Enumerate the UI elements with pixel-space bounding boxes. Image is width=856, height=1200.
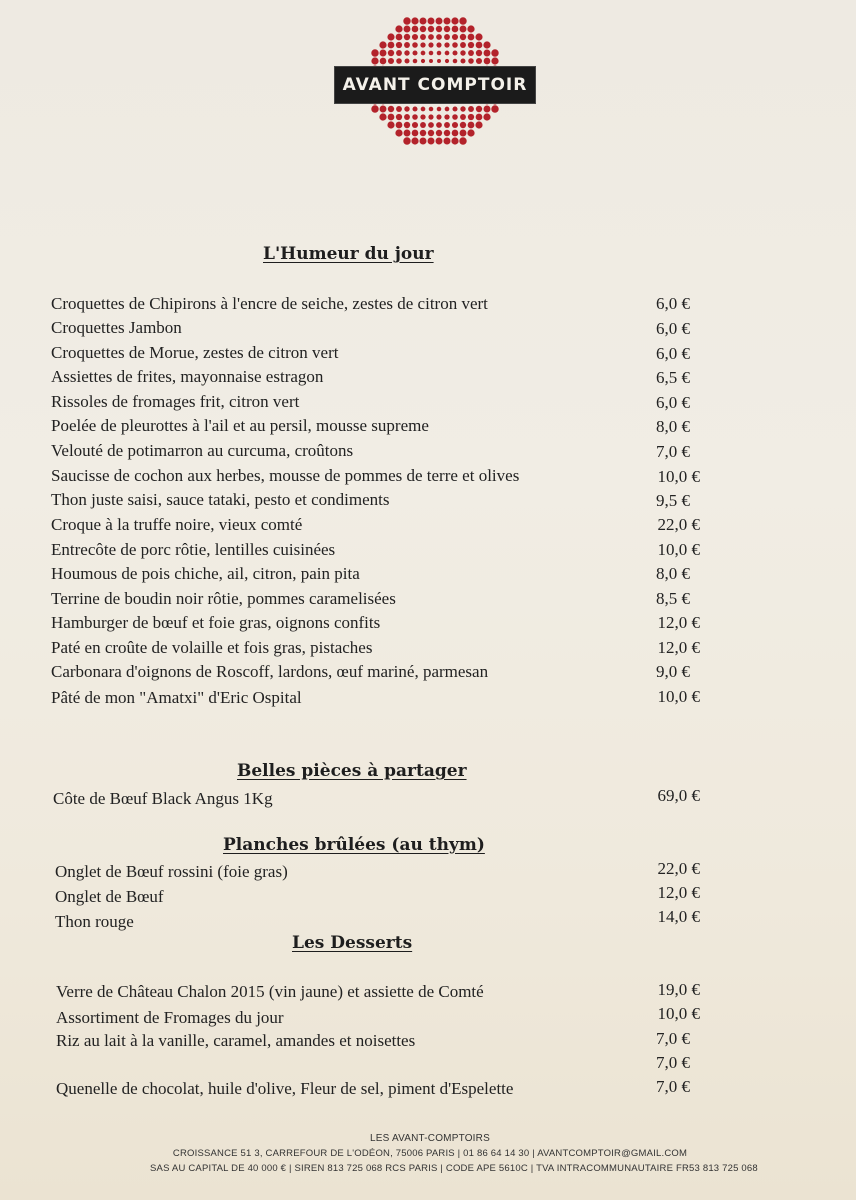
- logo-dot: [443, 137, 450, 144]
- logo-dot: [396, 58, 402, 64]
- logo-dot: [484, 58, 491, 65]
- menu-item-label: Saucisse de cochon aux herbes, mousse de pommes de terre et olives: [51, 466, 520, 485]
- logo-dot: [412, 130, 419, 137]
- logo-dot: [388, 114, 395, 121]
- logo-dot: [404, 26, 411, 33]
- logo-dot: [404, 42, 410, 48]
- logo-dot: [453, 59, 458, 64]
- logo-dot: [412, 34, 418, 40]
- logo-dot: [420, 26, 426, 32]
- logo-dot: [460, 42, 466, 48]
- menu-item-price: 7,0 €: [656, 1029, 690, 1048]
- menu-item-label: Carbonara d'oignons de Roscoff, lardons, œuf mariné, parmesan: [51, 662, 489, 681]
- logo-dot: [436, 34, 442, 40]
- logo-dot: [404, 34, 410, 40]
- menu-item-price: 12,0 €: [657, 613, 700, 632]
- menu-item-price: 10,0 €: [657, 540, 700, 559]
- logo-dot: [412, 122, 418, 128]
- logo-dot: [428, 18, 435, 25]
- logo-dot: [388, 42, 395, 49]
- logo-dot: [429, 51, 434, 56]
- section-title-humeur: L'Humeur du jour: [263, 244, 434, 264]
- menu-item-label: Onglet de Bœuf rossini (foie gras): [55, 862, 288, 881]
- logo-dot: [468, 58, 474, 64]
- logo-dot: [380, 106, 387, 113]
- logo-dot: [445, 107, 450, 112]
- logo-dot: [468, 114, 474, 120]
- logo-dot: [420, 122, 426, 128]
- logo-dot: [411, 17, 418, 24]
- logo-dot: [404, 130, 411, 137]
- logo-dot: [395, 25, 402, 32]
- menu-item-price: 10,0 €: [657, 687, 700, 706]
- logo-dot: [388, 58, 394, 64]
- logo-dot: [429, 59, 433, 63]
- logo-dot: [452, 50, 457, 55]
- menu-item-label: Croquettes de Chipirons à l'encre de seiche, zestes de citron vert: [51, 294, 488, 313]
- logo-dot: [444, 34, 450, 40]
- logo-dot: [444, 130, 450, 136]
- menu-item-label: Velouté de potimarron au curcuma, croûtons: [51, 441, 354, 460]
- logo-dot: [476, 50, 482, 56]
- logo-dot: [387, 121, 394, 128]
- menu-item-label: Quenelle de chocolat, huile d'olive, Fleur de sel, piment d'Espelette: [56, 1079, 514, 1098]
- logo-dot: [403, 17, 410, 24]
- logo-dot: [413, 59, 418, 64]
- logo-dot: [436, 114, 441, 119]
- menu-item-label: Rissoles de fromages frit, citron vert: [51, 392, 300, 411]
- logo-dot: [437, 59, 441, 63]
- logo-dot: [419, 17, 426, 24]
- logo-dot: [412, 106, 417, 111]
- logo-dot: [483, 41, 490, 48]
- logo-dot: [412, 114, 418, 120]
- logo-dot: [396, 42, 402, 48]
- logo-dot: [484, 106, 491, 113]
- logo-dot: [379, 113, 386, 120]
- logo-text: AVANT COMPTOIR: [342, 75, 528, 95]
- logo-dot: [445, 51, 450, 56]
- menu-item-price: 10,0 €: [657, 1004, 700, 1023]
- logo-dot: [371, 105, 378, 112]
- logo-dot: [379, 41, 386, 48]
- logo-dot: [436, 122, 442, 128]
- logo-dot: [371, 49, 378, 56]
- logo-dot: [404, 114, 410, 120]
- logo-dot: [468, 50, 474, 56]
- logo-dot: [411, 137, 418, 144]
- logo-dot: [452, 34, 458, 40]
- logo-dot: [460, 58, 465, 63]
- logo-dot: [452, 26, 459, 33]
- menu-item-label: Assortiment de Fromages du jour: [56, 1008, 284, 1027]
- menu-item-label: Assiettes de frites, mayonnaise estragon: [51, 367, 324, 386]
- menu-item-price: 8,0 €: [656, 564, 690, 583]
- logo-dot: [420, 130, 426, 136]
- logo-dot: [395, 129, 402, 136]
- logo-dot: [396, 50, 402, 56]
- menu-item-label: Paté en croûte de volaille et fois gras, pistaches: [51, 638, 373, 657]
- menu-item-price: 19,0 €: [657, 980, 700, 999]
- logo-dot: [428, 138, 435, 145]
- menu-item-price: 6,0 €: [656, 319, 690, 338]
- logo-dot: [468, 122, 475, 129]
- logo-dot: [436, 138, 443, 145]
- logo-dot: [428, 114, 433, 119]
- logo-dot: [371, 57, 378, 64]
- menu-item-price: 6,5 €: [656, 368, 690, 387]
- logo-dot: [444, 122, 450, 128]
- menu-item-label: Terrine de boudin noir rôtie, pommes caramelisées: [51, 589, 396, 608]
- logo-dot: [459, 17, 466, 24]
- logo-dot: [491, 57, 498, 64]
- logo-dot: [412, 50, 417, 55]
- menu-item-price: 8,5 €: [656, 589, 690, 608]
- logo-dot: [419, 137, 426, 144]
- logo-dot: [484, 50, 491, 57]
- logo-dot: [403, 137, 410, 144]
- restaurant-logo: [332, 10, 538, 152]
- menu-item-label: Poelée de pleurottes à l'ail et au persil, mousse supreme: [51, 416, 429, 435]
- logo-dot: [436, 18, 443, 25]
- menu-item-price: 7,0 €: [656, 1077, 690, 1096]
- menu-item-price: 12,0 €: [657, 638, 700, 657]
- menu-item-price: 7,0 €: [656, 1053, 690, 1072]
- menu-item-label: Thon rouge: [55, 912, 134, 931]
- logo-dot: [421, 107, 426, 112]
- logo-dot: [396, 122, 403, 129]
- menu-item-label: Hamburger de bœuf et foie gras, oignons confits: [51, 613, 381, 632]
- menu-item-label: Croque à la truffe noire, vieux comté: [51, 515, 303, 534]
- logo-dot: [445, 59, 449, 63]
- menu-item-label: Entrecôte de porc rôtie, lentilles cuisinées: [51, 540, 336, 559]
- menu-item-price: 7,0 €: [656, 442, 690, 461]
- logo-dot: [437, 51, 442, 56]
- logo-dot: [380, 50, 387, 57]
- logo-dot: [436, 26, 442, 32]
- logo-dot: [421, 59, 425, 63]
- logo-dot: [404, 50, 409, 55]
- logo-dot: [475, 121, 482, 128]
- logo-dot: [452, 130, 459, 137]
- logo-dot: [437, 107, 442, 112]
- logo-dot: [451, 17, 458, 24]
- section-title-belles: Belles pièces à partager: [237, 761, 467, 781]
- menu-item-label: Pâté de mon "Amatxi" d'Eric Ospital: [51, 688, 302, 707]
- logo-dot: [428, 130, 434, 136]
- logo-dot: [428, 26, 434, 32]
- logo-dot: [420, 34, 426, 40]
- menu-item-price: 6,0 €: [656, 294, 690, 313]
- menu-item-price: 12,0 €: [657, 883, 700, 902]
- logo-dot: [459, 137, 466, 144]
- logo-dot: [404, 122, 410, 128]
- menu-item-label: Onglet de Bœuf: [55, 887, 164, 906]
- logo-dot: [444, 42, 449, 47]
- menu-item-label: Riz au lait à la vanille, caramel, amandes et noisettes: [56, 1031, 416, 1050]
- logo-dot: [380, 58, 387, 65]
- menu-item-price: 10,0 €: [657, 467, 700, 486]
- menu-item-price: 6,0 €: [656, 393, 690, 412]
- logo-dot: [421, 51, 426, 56]
- footer-brand: LES AVANT-COMPTOIRS: [370, 1133, 490, 1144]
- menu-item-price: 6,0 €: [656, 344, 690, 363]
- logo-dot: [444, 26, 450, 32]
- logo-dot: [483, 113, 490, 120]
- menu-item-label: Côte de Bœuf Black Angus 1Kg: [53, 789, 273, 808]
- logo-dot: [491, 49, 498, 56]
- logo-dot: [460, 114, 466, 120]
- footer-legal: SAS AU CAPITAL DE 40 000 € | SIREN 813 725 068 RCS PARIS | CODE APE 5610C | TVA INTRACOMMUNAUTAIRE FR53 813 725 068: [150, 1163, 758, 1174]
- logo-dot: [396, 34, 403, 41]
- logo-dot: [443, 17, 450, 24]
- logo-dot: [491, 105, 498, 112]
- logo-dot: [387, 33, 394, 40]
- logo-dot: [467, 129, 474, 136]
- logo-dot: [428, 42, 433, 47]
- logo-dot: [476, 106, 482, 112]
- menu-item-label: Verre de Château Chalon 2015 (vin jaune) et assiette de Comté: [56, 982, 484, 1001]
- logo-dot: [460, 50, 465, 55]
- logo-dot: [468, 42, 474, 48]
- logo-dot: [428, 34, 434, 40]
- menu-item-label: Croquettes de Morue, zestes de citron vert: [51, 343, 339, 362]
- section-title-desserts: Les Desserts: [292, 933, 413, 953]
- menu-item-price: 8,0 €: [656, 417, 690, 436]
- logo-dot: [451, 137, 458, 144]
- menu-item-price: 14,0 €: [657, 907, 700, 926]
- logo-dot: [467, 25, 474, 32]
- logo-dot: [404, 106, 409, 111]
- logo-dot: [396, 114, 402, 120]
- logo-dot: [468, 34, 475, 41]
- logo-dot: [412, 42, 418, 48]
- section-title-planches: Planches brûlées (au thym): [223, 835, 485, 855]
- logo-dot: [436, 42, 441, 47]
- logo-dot: [460, 26, 467, 33]
- logo-dot: [404, 58, 409, 63]
- menu-item-price: 22,0 €: [657, 515, 700, 534]
- logo-dot: [476, 42, 483, 49]
- menu-item-price: 9,5 €: [656, 491, 690, 510]
- logo-dot: [452, 122, 458, 128]
- logo-dot: [412, 26, 419, 33]
- logo-dot: [468, 106, 474, 112]
- logo-dot: [388, 106, 394, 112]
- logo-dot: [452, 114, 458, 120]
- logo-dot: [460, 130, 467, 137]
- logo-dot: [460, 34, 466, 40]
- menu-item-price: 9,0 €: [656, 662, 690, 681]
- logo-dot: [429, 107, 434, 112]
- logo-dot: [460, 122, 466, 128]
- menu-item-price: 22,0 €: [657, 859, 700, 878]
- logo-dot: [476, 114, 483, 121]
- logo-dot: [428, 122, 434, 128]
- logo-dot: [420, 114, 425, 119]
- menu-item-label: Croquettes Jambon: [51, 318, 182, 337]
- logo-dot: [444, 114, 449, 119]
- logo-dot: [388, 50, 394, 56]
- menu-item-price: 69,0 €: [657, 786, 700, 805]
- logo-dot: [460, 106, 465, 111]
- logo-dot: [436, 130, 442, 136]
- logo-dot: [396, 106, 402, 112]
- logo-dot: [420, 42, 425, 47]
- footer-address: CROISSANCE 51 3, CARREFOUR DE L'ODÉON, 75006 PARIS | 01 86 64 14 30 | AVANTCOMPTOIR@GMAIL.COM: [172, 1148, 688, 1159]
- menu-item-label: Houmous de pois chiche, ail, citron, pain pita: [51, 564, 360, 583]
- logo-dot: [475, 33, 482, 40]
- menu-item-label: Thon juste saisi, sauce tataki, pesto et condiments: [51, 490, 390, 509]
- logo-dot: [452, 106, 457, 111]
- logo-dot: [452, 42, 458, 48]
- logo-dot: [476, 58, 482, 64]
